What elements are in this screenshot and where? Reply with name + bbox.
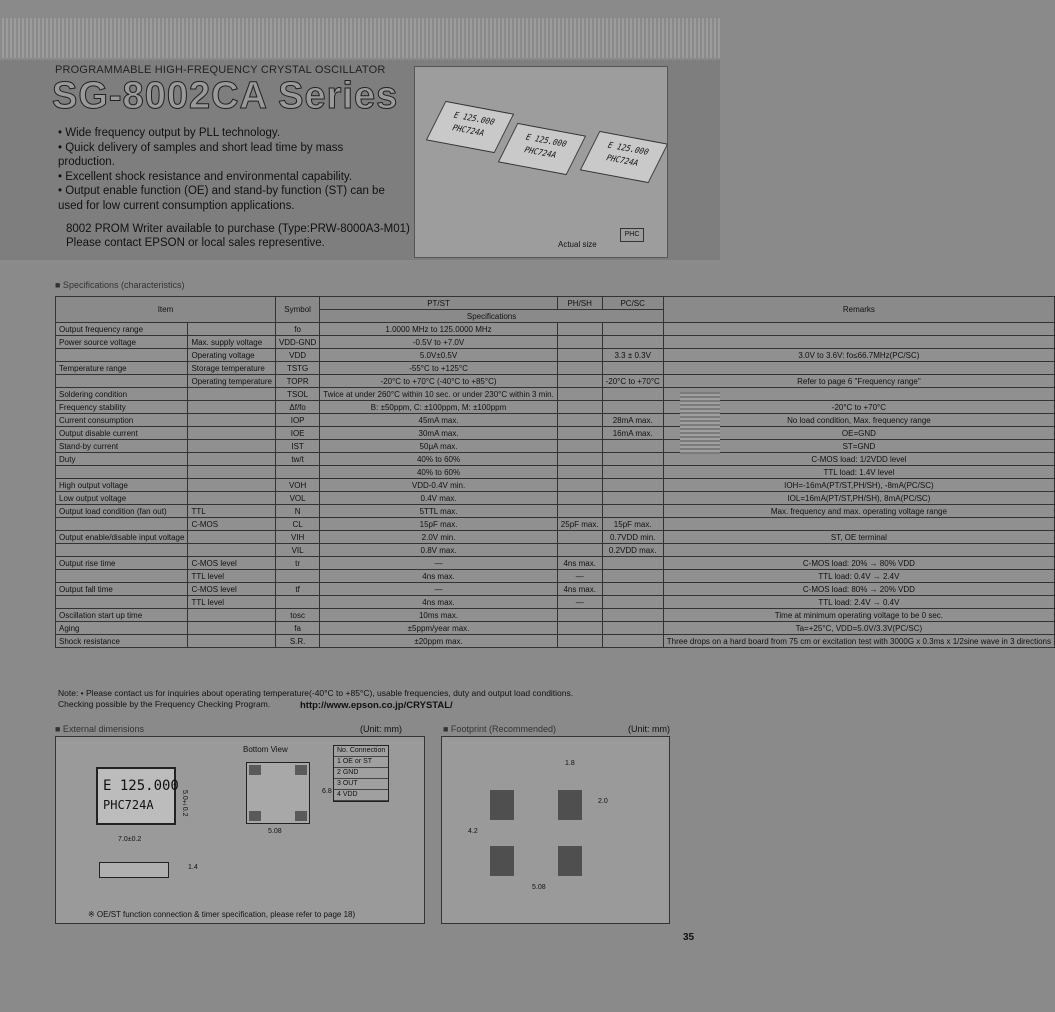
table-cell: Power source voltage — [56, 336, 188, 349]
table-cell — [557, 479, 602, 492]
table-cell: — — [557, 596, 602, 609]
spec-table — [55, 296, 1055, 648]
table-row — [56, 349, 1055, 362]
table-cell: Operating temperature — [188, 375, 276, 388]
table-cell: tf — [275, 583, 319, 596]
table-cell — [602, 570, 663, 583]
table-cell: 4ns max. — [557, 557, 602, 570]
table-row — [56, 323, 1055, 336]
th-pcsc: PC/SC — [602, 297, 663, 310]
table-cell — [56, 570, 188, 583]
table-cell — [602, 505, 663, 518]
ext-dim-unit: (Unit: mm) — [360, 724, 402, 734]
table-cell: B: ±50ppm, C: ±100ppm, M: ±100ppm — [320, 401, 558, 414]
table-header-row — [56, 297, 1055, 310]
table-cell — [602, 323, 663, 336]
table-cell — [188, 544, 276, 557]
table-cell — [663, 544, 1054, 557]
table-cell: 16mA max. — [602, 427, 663, 440]
table-cell: -0.5V to +7.0V — [320, 336, 558, 349]
chip-image — [426, 101, 514, 153]
table-cell — [557, 466, 602, 479]
dim-label: 7.0±0.2 — [118, 836, 142, 843]
dim-label: 4.2 — [468, 828, 478, 835]
table-cell — [557, 609, 602, 622]
table-cell — [557, 544, 602, 557]
table-row — [56, 453, 1055, 466]
table-cell — [188, 622, 276, 635]
table-cell: fa — [275, 622, 319, 635]
table-cell: 1.0000 MHz to 125.0000 MHz — [320, 323, 558, 336]
table-cell: N — [275, 505, 319, 518]
footprint-land — [490, 846, 514, 876]
table-row — [56, 375, 1055, 388]
dim-label: 5.08 — [268, 828, 282, 835]
table-cell: Output fall time — [56, 583, 188, 596]
feature-item: • Wide frequency output by PLL technology. — [58, 127, 281, 139]
table-cell: Output disable current — [56, 427, 188, 440]
table-cell: ST, OE terminal — [663, 531, 1054, 544]
table-row — [56, 596, 1055, 609]
footprint-land — [490, 790, 514, 820]
table-cell — [56, 518, 188, 531]
table-cell — [602, 622, 663, 635]
table-cell — [557, 505, 602, 518]
table-cell: -20°C to +70°C — [602, 375, 663, 388]
table-cell — [602, 336, 663, 349]
dim-label: 1.8 — [565, 760, 575, 767]
table-cell — [188, 492, 276, 505]
table-cell: 0.2VDD max. — [602, 544, 663, 557]
package-side-view — [99, 862, 169, 878]
table-cell: TTL load: 2.4V → 0.4V — [663, 596, 1054, 609]
table-cell — [557, 401, 602, 414]
table-cell — [557, 323, 602, 336]
th-item: Item — [56, 297, 276, 323]
feature-item: production. — [58, 156, 115, 168]
table-cell — [557, 427, 602, 440]
table-cell: Δf/fo — [275, 401, 319, 414]
table-cell: Twice at under 260°C within 10 sec. or under 230°C within 3 min. — [320, 388, 558, 401]
table-cell: VDD-0.4V min. — [320, 479, 558, 492]
table-cell — [663, 336, 1054, 349]
table-cell — [602, 453, 663, 466]
table-row — [56, 388, 1055, 401]
ext-dim-reference: ※ OE/ST function connection & timer specification, please refer to page 18) — [88, 910, 356, 919]
package-top-view — [96, 767, 176, 825]
table-cell: TOPR — [275, 375, 319, 388]
table-cell: C-MOS load: 80% → 20% VDD — [663, 583, 1054, 596]
table-cell: C-MOS level — [188, 583, 276, 596]
feature-item: • Excellent shock resistance and environmental capability. — [58, 170, 353, 183]
table-cell: Output load condition (fan out) — [56, 505, 188, 518]
table-cell: VIL — [275, 544, 319, 557]
table-cell: VOL — [275, 492, 319, 505]
table-cell: 2.0V min. — [320, 531, 558, 544]
chip-marking: E 125.000 — [451, 110, 497, 127]
table-row — [56, 336, 1055, 349]
product-title: SG-8002CA Series — [52, 75, 399, 117]
table-cell — [557, 349, 602, 362]
table-cell — [188, 453, 276, 466]
pin-row: 3 OUT — [334, 779, 388, 790]
table-row — [56, 505, 1055, 518]
table-cell: 40% to 60% — [320, 453, 558, 466]
table-row — [56, 583, 1055, 596]
table-row — [56, 466, 1055, 479]
table-cell — [602, 362, 663, 375]
table-cell — [557, 362, 602, 375]
pin-connection-table — [333, 745, 389, 802]
chip-marking: E 125.000 — [523, 132, 569, 149]
pin-row: 2 GND — [334, 768, 388, 779]
actual-size-chip: PHC — [620, 228, 644, 242]
table-cell: — — [320, 583, 558, 596]
table-cell — [56, 544, 188, 557]
table-cell — [188, 635, 276, 648]
package-bottom-view — [246, 762, 310, 824]
chip-image — [580, 131, 668, 183]
spec-section-title: ■ Specifications (characteristics) — [55, 280, 185, 290]
table-cell: C-MOS load: 1/2VDD level — [663, 453, 1054, 466]
table-cell: 30mA max. — [320, 427, 558, 440]
chip-marking: E 125.000 — [605, 140, 651, 157]
table-cell: Max. frequency and max. operating voltage range — [663, 505, 1054, 518]
table-cell: 45mA max. — [320, 414, 558, 427]
table-cell: TTL level — [188, 596, 276, 609]
table-cell — [275, 596, 319, 609]
table-cell: IOH=-16mA(PT/ST,PH/SH), -8mA(PC/SC) — [663, 479, 1054, 492]
pad — [249, 811, 261, 821]
table-cell: -55°C to +125°C — [320, 362, 558, 375]
table-cell: 50μA max. — [320, 440, 558, 453]
table-row — [56, 440, 1055, 453]
table-cell: 5TTL max. — [320, 505, 558, 518]
table-cell — [275, 570, 319, 583]
chip-marking: PHC724A — [522, 145, 559, 160]
table-cell: C-MOS level — [188, 557, 276, 570]
table-cell: tosc — [275, 609, 319, 622]
table-cell: 15pF max. — [320, 518, 558, 531]
table-cell: -20°C to +70°C (-40°C to +85°C) — [320, 375, 558, 388]
page-number: 35 — [683, 932, 695, 943]
table-row — [56, 544, 1055, 557]
product-subtitle: PROGRAMMABLE HIGH-FREQUENCY CRYSTAL OSCILLATOR — [55, 64, 386, 76]
table-cell: Duty — [56, 453, 188, 466]
table-cell — [602, 440, 663, 453]
table-cell — [188, 479, 276, 492]
table-cell: Ta=+25°C, VDD=5.0V/3.3V(PC/SC) — [663, 622, 1054, 635]
table-cell: Three drops on a hard board from 75 cm or excitation test with 3000G x 0.3ms x 1/2sine wave in 3 directions — [663, 635, 1054, 648]
table-cell — [557, 635, 602, 648]
bottom-view-label: Bottom View — [243, 745, 288, 754]
table-cell — [602, 401, 663, 414]
table-cell: 25pF max. — [557, 518, 602, 531]
table-cell: High output voltage — [56, 479, 188, 492]
table-cell — [557, 388, 602, 401]
prom-line: 8002 PROM Writer available to purchase (Type:PRW-8000A3-M01) — [66, 223, 410, 235]
footprint-land — [558, 790, 582, 820]
table-cell: ±20ppm max. — [320, 635, 558, 648]
table-cell: — — [557, 570, 602, 583]
table-cell — [56, 349, 188, 362]
table-cell: Soldering condition — [56, 388, 188, 401]
table-cell — [188, 466, 276, 479]
table-cell: C-MOS load: 20% → 80% VDD — [663, 557, 1054, 570]
footnote-line: Note: • Please contact us for inquiries about operating temperature(-40°C to +85°C), usable frequencies, duty and output load conditions. — [58, 688, 574, 698]
table-row — [56, 362, 1055, 375]
table-cell: ±5ppm/year max. — [320, 622, 558, 635]
table-cell — [557, 375, 602, 388]
table-row — [56, 531, 1055, 544]
table-cell — [56, 596, 188, 609]
feature-item: • Output enable function (OE) and stand-by function (ST) can be — [58, 185, 385, 197]
table-cell: Max. supply voltage — [188, 336, 276, 349]
table-cell — [602, 609, 663, 622]
table-cell — [557, 622, 602, 635]
footnote-line: Checking possible by the Frequency Checking Program. — [58, 699, 271, 709]
table-cell: 0.7VDD min. — [602, 531, 663, 544]
table-cell — [188, 427, 276, 440]
table-cell: Aging — [56, 622, 188, 635]
table-cell: Output frequency range — [56, 323, 188, 336]
table-cell: CL — [275, 518, 319, 531]
table-cell: Current consumption — [56, 414, 188, 427]
dim-label: 5.0±0.2 — [181, 790, 188, 817]
th-phsh: PH/SH — [557, 297, 602, 310]
th-ptst: PT/ST — [320, 297, 558, 310]
table-cell: ST=GND — [663, 440, 1054, 453]
table-cell: 0.4V max. — [320, 492, 558, 505]
table-row — [56, 414, 1055, 427]
th-remarks: Remarks — [663, 297, 1054, 323]
th-specifications: Specifications — [320, 310, 664, 323]
table-cell — [602, 583, 663, 596]
table-cell — [602, 596, 663, 609]
table-cell — [663, 362, 1054, 375]
table-cell — [557, 414, 602, 427]
table-cell — [602, 388, 663, 401]
pin-header: No. Connection — [334, 746, 388, 757]
header-texture — [0, 18, 720, 58]
table-cell: No load condition, Max. frequency range — [663, 414, 1054, 427]
table-cell: Low output voltage — [56, 492, 188, 505]
chip-image — [498, 123, 586, 175]
table-cell: IOP — [275, 414, 319, 427]
spec-table-body — [56, 323, 1055, 648]
th-symbol: Symbol — [275, 297, 319, 323]
table-cell: IOE — [275, 427, 319, 440]
table-cell — [557, 440, 602, 453]
table-cell: — — [320, 557, 558, 570]
table-cell: C-MOS — [188, 518, 276, 531]
feature-item: used for low current consumption applications. — [58, 199, 295, 212]
pad — [295, 765, 307, 775]
table-cell: IOL=16mA(PT/ST,PH/SH), 8mA(PC/SC) — [663, 492, 1054, 505]
dim-label: 2.0 — [598, 798, 608, 805]
section-tab — [680, 392, 720, 454]
table-cell: 4ns max. — [320, 570, 558, 583]
table-row — [56, 492, 1055, 505]
table-cell: fo — [275, 323, 319, 336]
table-cell: S.R. — [275, 635, 319, 648]
table-cell: Temperature range — [56, 362, 188, 375]
package-marking: PHC724A — [103, 798, 154, 812]
table-cell: Frequency stability — [56, 401, 188, 414]
chip-marking: PHC724A — [604, 153, 641, 168]
table-cell — [188, 609, 276, 622]
table-cell: 40% to 60% — [320, 466, 558, 479]
table-cell: 4ns max. — [557, 583, 602, 596]
table-cell: VIH — [275, 531, 319, 544]
table-row — [56, 557, 1055, 570]
table-cell: TTL load: 1.4V level — [663, 466, 1054, 479]
table-row — [56, 622, 1055, 635]
table-cell — [602, 466, 663, 479]
table-cell — [188, 323, 276, 336]
table-cell: OE=GND — [663, 427, 1054, 440]
table-row — [56, 479, 1055, 492]
chip-marking: PHC724A — [450, 123, 487, 138]
table-row — [56, 570, 1055, 583]
table-cell — [56, 375, 188, 388]
table-row — [56, 518, 1055, 531]
table-cell — [663, 323, 1054, 336]
table-cell: TSOL — [275, 388, 319, 401]
table-row — [56, 635, 1055, 648]
table-cell — [188, 388, 276, 401]
table-cell: 28mA max. — [602, 414, 663, 427]
table-cell — [56, 466, 188, 479]
table-cell — [557, 492, 602, 505]
table-cell: Storage temperature — [188, 362, 276, 375]
footprint-title: ■ Footprint (Recommended) — [443, 724, 556, 734]
table-row — [56, 401, 1055, 414]
prom-line: Please contact EPSON or local sales representive. — [66, 236, 325, 249]
dim-label: 6.8 — [322, 788, 332, 795]
table-cell — [275, 466, 319, 479]
pin-row: 4 VDD — [334, 790, 388, 801]
package-marking: E 125.000 — [103, 778, 179, 794]
table-cell — [188, 440, 276, 453]
feature-item: • Quick delivery of samples and short lead time by mass — [58, 141, 344, 154]
table-cell — [602, 479, 663, 492]
actual-size-label: Actual size — [558, 240, 597, 249]
table-cell: Stand-by current — [56, 440, 188, 453]
table-cell — [602, 492, 663, 505]
table-cell — [188, 401, 276, 414]
table-cell: TTL level — [188, 570, 276, 583]
table-row — [56, 427, 1055, 440]
crystal-url-link[interactable]: http://www.epson.co.jp/CRYSTAL/ — [300, 700, 453, 711]
table-cell — [557, 453, 602, 466]
table-cell: Output rise time — [56, 557, 188, 570]
pad — [295, 811, 307, 821]
table-cell: Oscillation start up time — [56, 609, 188, 622]
table-cell: TSTG — [275, 362, 319, 375]
table-cell — [557, 531, 602, 544]
table-cell: 3.3 ± 0.3V — [602, 349, 663, 362]
table-cell: VDD-GND — [275, 336, 319, 349]
pin-row: 1 OE or ST — [334, 757, 388, 768]
footprint-land — [558, 846, 582, 876]
table-cell: tw/t — [275, 453, 319, 466]
table-cell: 5.0V±0.5V — [320, 349, 558, 362]
table-cell — [188, 531, 276, 544]
table-cell — [602, 557, 663, 570]
table-cell: Output enable/disable input voltage — [56, 531, 188, 544]
table-cell: 10ms max. — [320, 609, 558, 622]
dim-label: 5.08 — [532, 884, 546, 891]
table-cell: tr — [275, 557, 319, 570]
dim-label: 1.4 — [188, 864, 198, 871]
ext-dim-title: ■ External dimensions — [55, 724, 144, 734]
table-cell: VDD — [275, 349, 319, 362]
pad — [249, 765, 261, 775]
footprint-unit: (Unit: mm) — [628, 724, 670, 734]
table-cell: -20°C to +70°C — [663, 401, 1054, 414]
table-cell: TTL — [188, 505, 276, 518]
table-cell: Shock resistance — [56, 635, 188, 648]
table-cell: VOH — [275, 479, 319, 492]
table-cell: Operating voltage — [188, 349, 276, 362]
table-cell: 4ns max. — [320, 596, 558, 609]
table-cell: 3.0V to 3.6V: fo≤66.7MHz(PC/SC) — [663, 349, 1054, 362]
table-row — [56, 609, 1055, 622]
table-cell: Time at minimum operating voltage to be 0 sec. — [663, 609, 1054, 622]
table-cell: Refer to page 6 "Frequency range" — [663, 375, 1054, 388]
table-cell — [557, 336, 602, 349]
table-cell — [188, 414, 276, 427]
table-cell: 0.8V max. — [320, 544, 558, 557]
table-cell: TTL load: 0.4V → 2.4V — [663, 570, 1054, 583]
table-cell — [663, 388, 1054, 401]
table-cell: IST — [275, 440, 319, 453]
table-cell — [602, 635, 663, 648]
table-cell: 15pF max. — [602, 518, 663, 531]
feature-list — [58, 126, 408, 213]
table-cell — [663, 518, 1054, 531]
prom-writer-note — [66, 223, 416, 250]
